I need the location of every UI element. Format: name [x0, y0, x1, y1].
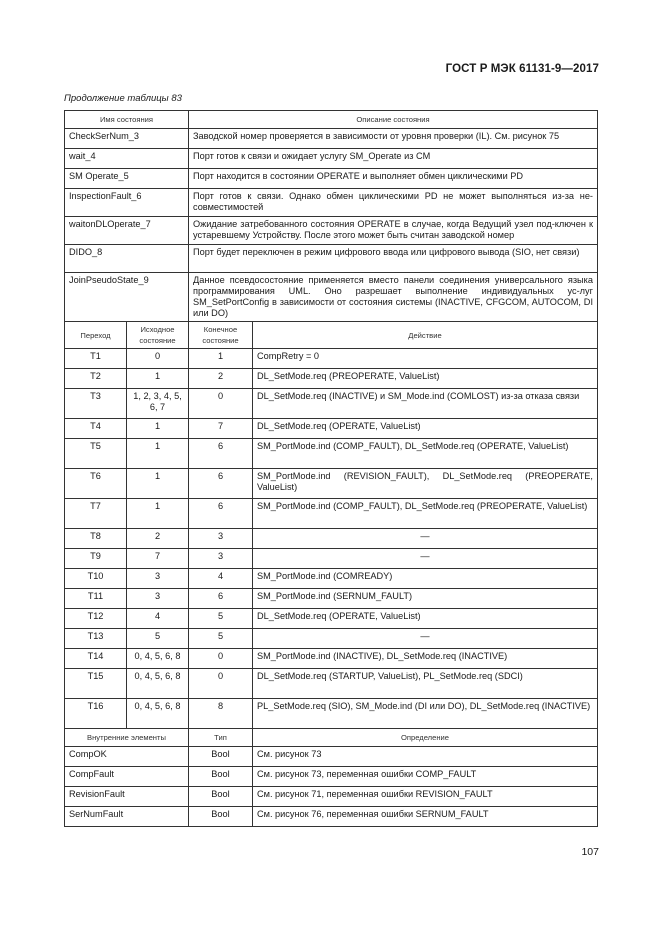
transition-action: PL_SetMode.req (SIO), SM_Mode.ind (DI или DO), DL_SetMode.req (INACTIVE) — [253, 699, 598, 729]
source-state: 7 — [127, 549, 189, 569]
page-number: 107 — [581, 846, 599, 858]
source-state: 1 — [127, 419, 189, 439]
element-name: CompOK — [65, 747, 189, 767]
state-description: Порт готов к связи. Однако обмен циклическими PD не может выполняться из-за не-совместимостей — [189, 189, 598, 217]
element-type: Bool — [189, 807, 253, 827]
col-header-element-name: Внутренние элементы — [65, 729, 189, 747]
target-state: 6 — [189, 589, 253, 609]
transition-id: T12 — [65, 609, 127, 629]
source-state: 1 — [127, 369, 189, 389]
transition-row — [65, 469, 598, 499]
element-type: Bool — [189, 747, 253, 767]
state-description: Порт находится в состоянии OPERATE и выполняет обмен циклическими PD — [189, 169, 598, 189]
source-state: 5 — [127, 629, 189, 649]
transition-action: — — [253, 629, 598, 649]
transition-id: T7 — [65, 499, 127, 529]
col-header-state-desc: Описание состояния — [189, 111, 598, 129]
transitions-header-row — [65, 322, 598, 349]
transition-row — [65, 569, 598, 589]
transition-id: T10 — [65, 569, 127, 589]
state-machine-table — [64, 110, 598, 827]
transition-action: CompRetry = 0 — [253, 349, 598, 369]
transition-id: T4 — [65, 419, 127, 439]
transition-action: SM_PortMode.ind (COMP_FAULT), DL_SetMode.req (OPERATE, ValueList) — [253, 439, 598, 469]
transition-id: T15 — [65, 669, 127, 699]
transition-action: SM_PortMode.ind (INACTIVE), DL_SetMode.req (INACTIVE) — [253, 649, 598, 669]
col-header-element-def: Определение — [253, 729, 598, 747]
element-row — [65, 767, 598, 787]
transition-row — [65, 499, 598, 529]
transition-action: — — [253, 529, 598, 549]
transition-row — [65, 419, 598, 439]
transition-row — [65, 699, 598, 729]
element-name: SerNumFault — [65, 807, 189, 827]
transition-row — [65, 529, 598, 549]
transition-id: T11 — [65, 589, 127, 609]
state-description: Данное псевдосостояние применяется вместо панели соединения универсального языка программирования UML. Оно разрешает выполнение индивидуальных ус-луг SM_SetPortConfig в зависимости от состояния системы (INACTIVE, CFGCOM, AUTOCOM, DI или DO) — [189, 273, 598, 322]
transition-action: SM_PortMode.ind (SERNUM_FAULT) — [253, 589, 598, 609]
state-name: SM Operate_5 — [65, 169, 189, 189]
source-state: 1 — [127, 439, 189, 469]
target-state: 0 — [189, 649, 253, 669]
transition-row — [65, 369, 598, 389]
source-state: 1, 2, 3, 4, 5, 6, 7 — [127, 389, 189, 419]
target-state: 0 — [189, 669, 253, 699]
states-header-row — [65, 111, 598, 129]
element-row — [65, 787, 598, 807]
state-description: Заводской номер проверяется в зависимости от уровня проверки (IL). См. рисунок 75 — [189, 129, 598, 149]
state-name: waitonDLOperate_7 — [65, 217, 189, 245]
transition-row — [65, 649, 598, 669]
col-header-source-state: Исходное состояние — [127, 322, 189, 349]
source-state: 0, 4, 5, 6, 8 — [127, 649, 189, 669]
transition-id: T6 — [65, 469, 127, 499]
target-state: 6 — [189, 439, 253, 469]
transition-id: T8 — [65, 529, 127, 549]
state-name: DIDO_8 — [65, 245, 189, 273]
transition-action: SM_PortMode.ind (COMP_FAULT), DL_SetMode.req (PREOPERATE, ValueList) — [253, 499, 598, 529]
col-header-element-type: Тип — [189, 729, 253, 747]
element-type: Bool — [189, 767, 253, 787]
element-type: Bool — [189, 787, 253, 807]
col-header-target-state: Конечное состояние — [189, 322, 253, 349]
target-state: 3 — [189, 529, 253, 549]
state-row — [65, 217, 598, 245]
source-state: 4 — [127, 609, 189, 629]
transition-action: SM_PortMode.ind (REVISION_FAULT), DL_SetMode.req (PREOPERATE, ValueList) — [253, 469, 598, 499]
col-header-action: Действие — [253, 322, 598, 349]
state-row — [65, 169, 598, 189]
transition-row — [65, 609, 598, 629]
state-name: CheckSerNum_3 — [65, 129, 189, 149]
state-name: wait_4 — [65, 149, 189, 169]
target-state: 2 — [189, 369, 253, 389]
state-row — [65, 129, 598, 149]
transition-action: DL_SetMode.req (OPERATE, ValueList) — [253, 419, 598, 439]
source-state: 1 — [127, 499, 189, 529]
element-row — [65, 807, 598, 827]
element-definition: См. рисунок 71, переменная ошибки REVISION_FAULT — [253, 787, 598, 807]
transition-id: T1 — [65, 349, 127, 369]
transition-action: DL_SetMode.req (OPERATE, ValueList) — [253, 609, 598, 629]
target-state: 6 — [189, 499, 253, 529]
state-row — [65, 189, 598, 217]
transition-row — [65, 349, 598, 369]
elements-header-row — [65, 729, 598, 747]
element-definition: См. рисунок 73, переменная ошибки COMP_FAULT — [253, 767, 598, 787]
transition-action: DL_SetMode.req (STARTUP, ValueList), PL_SetMode.req (SDCI) — [253, 669, 598, 699]
transition-id: T3 — [65, 389, 127, 419]
transition-id: T9 — [65, 549, 127, 569]
state-description: Ожидание затребованного состояния OPERATE в случае, когда Ведущий узел под-ключен к устаревшему Устройству. После этого может быть считан заводской номер — [189, 217, 598, 245]
element-name: CompFault — [65, 767, 189, 787]
transition-action: DL_SetMode.req (INACTIVE) и SM_Mode.ind (COMLOST) из-за отказа связи — [253, 389, 598, 419]
target-state: 8 — [189, 699, 253, 729]
state-row — [65, 245, 598, 273]
transition-id: T14 — [65, 649, 127, 669]
transition-action: SM_PortMode.ind (COMREADY) — [253, 569, 598, 589]
transition-row — [65, 549, 598, 569]
target-state: 7 — [189, 419, 253, 439]
state-description: Порт будет переключен в режим цифрового ввода или цифрового вывода (SIO, нет связи) — [189, 245, 598, 273]
source-state: 0, 4, 5, 6, 8 — [127, 699, 189, 729]
target-state: 3 — [189, 549, 253, 569]
state-row — [65, 149, 598, 169]
element-definition: См. рисунок 76, переменная ошибки SERNUM_FAULT — [253, 807, 598, 827]
transition-row — [65, 439, 598, 469]
table-body — [65, 111, 598, 827]
target-state: 5 — [189, 609, 253, 629]
state-row — [65, 273, 598, 322]
target-state: 0 — [189, 389, 253, 419]
document-header: ГОСТ Р МЭК 61131-9—2017 — [445, 63, 599, 75]
source-state: 3 — [127, 569, 189, 589]
target-state: 5 — [189, 629, 253, 649]
col-header-state-name: Имя состояния — [65, 111, 189, 129]
element-definition: См. рисунок 73 — [253, 747, 598, 767]
target-state: 1 — [189, 349, 253, 369]
element-row — [65, 747, 598, 767]
transition-row — [65, 589, 598, 609]
target-state: 4 — [189, 569, 253, 589]
state-name: JoinPseudoState_9 — [65, 273, 189, 322]
source-state: 2 — [127, 529, 189, 549]
source-state: 1 — [127, 469, 189, 499]
state-description: Порт готов к связи и ожидает услугу SM_Operate из CM — [189, 149, 598, 169]
element-name: RevisionFault — [65, 787, 189, 807]
transition-row — [65, 389, 598, 419]
transition-row — [65, 669, 598, 699]
transition-id: T16 — [65, 699, 127, 729]
col-header-transition: Переход — [65, 322, 127, 349]
target-state: 6 — [189, 469, 253, 499]
source-state: 3 — [127, 589, 189, 609]
transition-row — [65, 629, 598, 649]
source-state: 0 — [127, 349, 189, 369]
transition-id: T5 — [65, 439, 127, 469]
transition-action: — — [253, 549, 598, 569]
table-caption: Продолжение таблицы 83 — [64, 93, 182, 104]
source-state: 0, 4, 5, 6, 8 — [127, 669, 189, 699]
transition-id: T2 — [65, 369, 127, 389]
transition-id: T13 — [65, 629, 127, 649]
transition-action: DL_SetMode.req (PREOPERATE, ValueList) — [253, 369, 598, 389]
state-name: InspectionFault_6 — [65, 189, 189, 217]
